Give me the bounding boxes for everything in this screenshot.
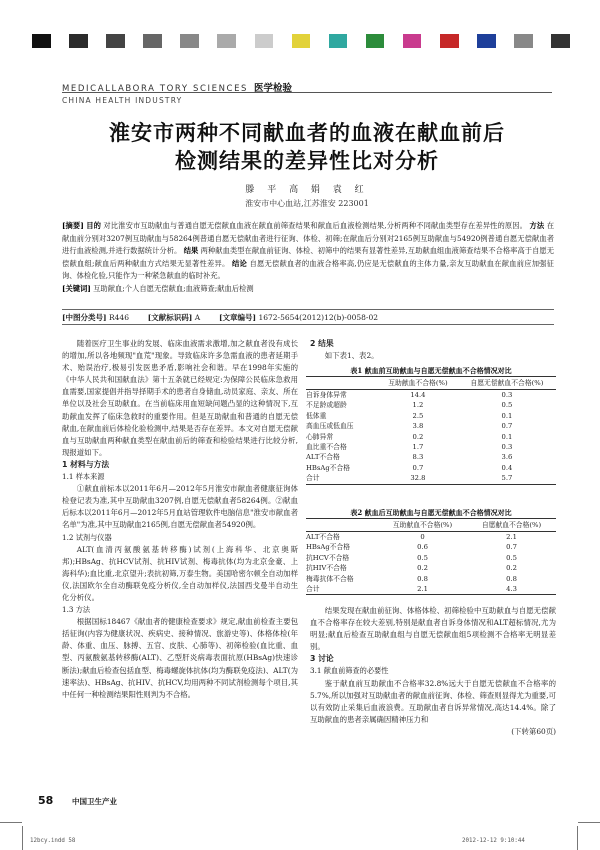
table-2-header-1: 互助献血不合格(%): [378, 519, 467, 532]
section-3-1-text: 鉴于献血前互助献血不合格率32.8%远大于自愿无偿献血不合格率的5.7%,所以加强对互助献血者的献血前征询、体检、筛查则显得尤为重要,可以有效防止采集后血液浪费。互助献血者自诉异常情况,高达14.4%。除了互助献血的患者亲属确因精神压力和: [310, 678, 556, 724]
section-3-heading: 3 讨论: [310, 654, 334, 664]
registration-swatch: [329, 34, 348, 48]
table-1-cell: 2.5: [412, 411, 424, 420]
table-2-grid: [306, 518, 556, 595]
table-2-cell: 梅毒抗体不合格: [306, 574, 354, 583]
table-1-cell: 32.8: [378, 473, 458, 484]
table-2-row: [306, 532, 556, 543]
section-1-heading: 1 材料与方法: [62, 459, 110, 469]
table-1-row: [306, 411, 556, 421]
table-1-cell: 低体重: [306, 411, 327, 420]
table-1-header-1: 互助献血不合格(%): [378, 377, 458, 390]
table-1-cell: ALT不合格: [306, 453, 340, 462]
table-1-cell: 5.7: [458, 473, 556, 484]
crop-mark: [578, 822, 600, 823]
objective-label: 目的: [86, 221, 101, 230]
registration-swatch: [51, 34, 70, 48]
registration-swatch: [440, 34, 459, 48]
keywords-label: [关键词]: [62, 283, 91, 293]
section-1-2-text: ALT(血清丙氨酸氨基转移酶)试剂(上海科华、北京奥斯邦);HBsAg、抗HCV试剂、抗HIV试剂、梅毒抗体(均为北京金豪、上海科华);血比重,北京望升;表抗初筛,万泰生物。美国哈密尔顿全自动加样仪,法国欧尔全自动酶联免疫分析仪,全自动加样仪,法国西戈曼半自动生化分析仪。: [62, 544, 298, 602]
registration-swatch: [236, 34, 255, 48]
table-2-row: [306, 584, 556, 595]
article-meta: [62, 312, 378, 323]
registration-swatch: [533, 34, 552, 48]
registration-swatch: [514, 34, 533, 48]
methods-text: 在献血前分别对3207例互助献血与58264例普通自愿无偿献血者进行征询、体检、初筛;在献血后分别对2165例互助献血与54920例普通自愿无偿献血者进行血液检测,并进行数据统计分析。: [62, 221, 554, 256]
table-1-row: [306, 390, 556, 401]
section-1-1-text: ①献血前标本以2011年6月—2012年5月淮安市献血者健康征询体检登记表为准,其中互助献血3207例,自愿无偿献血者58264例。②献血后标本以2011年6月—2012年5月血站管理软件电脑信息"淮安市献血者名单"为准,其中互助献血2165例,自愿无偿献血者54920例。: [62, 484, 298, 530]
table-2-cell: 0.5: [417, 553, 428, 562]
registration-swatch: [421, 34, 440, 48]
registration-swatch: [88, 34, 107, 48]
registration-swatch: [162, 34, 181, 48]
article-no-value: 1672-5654(2012)12(b)-0058-02: [258, 313, 378, 322]
table-2-cell: 0: [420, 533, 425, 541]
table-1-cell: 1.7: [412, 443, 424, 452]
table-2-cell: 0.8: [506, 574, 517, 583]
crop-mark: [22, 826, 23, 850]
table-2-cell: 0.2: [417, 564, 428, 573]
table-1-cell: 0.1: [501, 432, 513, 441]
table-1-row: [306, 400, 556, 410]
registration-swatch: [106, 34, 125, 48]
result-paragraph: 结果发现在献血前征询、体格体检、初筛检验中互助献血与自愿无偿献血不合格率存在较大差别,特别是献血者自诉身体情况和ALT超标情况,尤为明显;献血后检查互助献血组与自愿无偿献血组5项检测不合格率无明显差别。: [310, 606, 556, 652]
section-1-2-heading: 1.2 试剂与仪器: [62, 532, 112, 542]
table-2-cell: 2.1: [378, 584, 467, 595]
table-1-cell: 8.3: [412, 453, 424, 462]
table-2-cell: 0.2: [506, 564, 517, 573]
table-1-cell: 14.4: [410, 391, 426, 399]
objective-text: 对比淮安市互助献血与普通自愿无偿献血血液在献血前筛查结果和献血后血液检测结果,分析两种不同献血类型存在差异性的原因。: [103, 221, 528, 230]
affiliation: 淮安市中心血站,江苏淮安 223001: [245, 199, 369, 208]
table-2-header-2: 自愿献血不合格(%): [467, 519, 556, 532]
journal-name: 中国卫生产业: [72, 797, 117, 806]
table-2-row: [306, 574, 556, 584]
table-1: [306, 366, 556, 485]
table-2-row: [306, 542, 556, 552]
registration-swatch: [384, 34, 403, 48]
continued-note: (下转第60页): [511, 726, 556, 736]
registration-swatch: [403, 34, 422, 48]
table-1-cell: 0.3: [501, 391, 513, 399]
table-1-cell: 血比重不合格: [306, 443, 347, 452]
registration-swatch: [273, 34, 292, 48]
section-en: MEDICALLABORA TORY SCIENCES: [62, 84, 249, 94]
table-1-cell: 3.6: [501, 453, 513, 462]
table-2-cell: 0.5: [506, 553, 517, 562]
crop-mark: [577, 826, 578, 850]
journal-en: CHINA HEALTH INDUSTRY: [62, 96, 183, 105]
table-1-cell: 3.8: [412, 422, 424, 431]
table-1-cell: 0.3: [501, 443, 513, 452]
results-label: 结果: [183, 246, 199, 256]
table-2-cell: 0.8: [417, 574, 428, 583]
table-2-title: 表2 献血后互助献血与自愿无偿献血不合格情况对比: [350, 508, 512, 517]
meta-rule-top: [62, 309, 554, 310]
table-2-cell: 合计: [306, 584, 378, 595]
table-1-cell: 0.4: [501, 463, 513, 472]
conclusion-label: 结论: [231, 258, 247, 268]
registration-swatch: [217, 34, 236, 48]
table-2-cell: 4.3: [467, 584, 556, 595]
table-1-header-0: [306, 377, 378, 390]
table-2-cell: ALT不合格: [306, 533, 340, 541]
registration-swatch: [143, 34, 162, 48]
abstract-label: [摘要]: [62, 221, 84, 230]
section-2-text: 如下表1、表2。: [324, 351, 379, 361]
intro-paragraph: 随着医疗卫生事业的发展、临床血液需求激增,加之献血者没有成长的增加,所以各地频现"血荒"现象。导致临床许多急需血液的患者延期手术、贻误治疗,极易引发医患矛盾,影响社会和谐。早在1998年实施的《中华人民共和国献血法》第十五条就已经规定:为保障公民临床急救用血需要,国家提倡并指导择期手术的患者自身储血,动员家庭、亲友、所在单位以及社会互助献血。在当前临床用血短缺问题凸显的这种情况下,互助献血发挥了临床急救时的重要作用。但是互助献血和普通的自愿无偿献血,在献血前后体检化验检测中,结果是否存在差异。本文对自愿无偿献血与互助献血两种献血类型在献血前后的筛查和检验结果进行比较分析,现报道如下。: [62, 339, 298, 457]
abstract: [62, 220, 554, 296]
registration-swatch: [292, 34, 311, 48]
table-2-cell: HBsAg不合格: [306, 543, 351, 552]
registration-swatch: [366, 34, 385, 48]
table-1-cell: 0.5: [501, 401, 513, 410]
registration-swatch: [477, 34, 496, 48]
section-3-1-heading: 3.1 献血前筛查的必要性: [310, 666, 389, 676]
header-rule: [62, 92, 552, 93]
table-2-cell: 抗HIV不合格: [306, 564, 347, 573]
table-1-cell: 0.2: [412, 432, 424, 441]
registration-swatch: [310, 34, 329, 48]
table-1-row: [306, 432, 556, 442]
table-1-row: [306, 452, 556, 462]
clc-label: [中图分类号]: [62, 313, 107, 322]
table-2-row: [306, 563, 556, 573]
doc-code-label: [文献标识码]: [147, 313, 193, 322]
article-title-line2: 检测结果的差异性比对分析: [175, 148, 439, 173]
registration-swatch: [125, 34, 144, 48]
table-1-cell: HBsAg不合格: [306, 463, 351, 472]
table-2-cell: 0.6: [417, 543, 428, 552]
table-2-cell: 抗HCV不合格: [306, 553, 350, 562]
registration-swatch: [496, 34, 515, 48]
page-number: 58: [38, 794, 54, 807]
table-2-cell: 0.7: [506, 543, 517, 552]
table-1-cell: 合计: [306, 473, 378, 484]
table-1-row: [306, 463, 556, 473]
doc-code-value: A: [194, 313, 201, 322]
table-1-title: 表1 献血前互助献血与自愿无偿献血不合格情况对比: [350, 366, 512, 375]
methods-label: 方法: [529, 221, 545, 230]
registration-swatch: [199, 34, 218, 48]
left-column: [62, 338, 298, 701]
conclusion-text: 自愿无偿献血者的血液合格率高,仍应是无偿献血的主体力量,亲友互助献血在献血前应加强征询、体检化验,只能作为一种紧急献血的临时补充。: [62, 258, 554, 281]
table-1-cell: 0.7: [501, 422, 513, 431]
table-1-cell: 心肺异常: [306, 432, 334, 441]
table-1-cell: 0.1: [501, 411, 513, 420]
table-1-header-2: 自愿无偿献血不合格(%): [458, 377, 556, 390]
keywords: 互助献血;个人自愿无偿献血;血液筛查;献血后检测: [93, 283, 254, 293]
table-1-cell: 不足龄或超龄: [306, 401, 347, 410]
clc-value: R446: [109, 313, 129, 322]
article-no-label: [文章编号]: [218, 313, 257, 322]
section-1-3-text: 根据国标18467《献血者的健康检查要求》规定,献血前检查主要包括征询(内容为健康状况、疾病史、接种情况、旅游史等)、体格体检(年龄、体重、血压、脉搏、五官、皮肤、心肺等)、初筛检验(血比重、血型、丙氨酸氨基转移酶(ALT)、乙型肝炎病毒表面抗原(HBsAg)快速诊断法);献血后检查包括血型、梅毒螺旋体抗体(均为酶联免疫法)、ALT(为速率法)、HBsAg、抗HIV、抗HCV,均用两种不同试剂检测每个项目,其中任何一种检测结果阳性则判为不合格。: [62, 617, 298, 699]
registration-swatch: [32, 34, 51, 48]
meta-rule-bottom: [62, 324, 554, 325]
right-column-continued: [310, 605, 556, 738]
section-2-heading: 2 结果: [310, 339, 334, 348]
registration-swatch: [180, 34, 199, 48]
registration-bar: [32, 34, 570, 48]
registration-swatch: [69, 34, 88, 48]
results-text: 两种献血类型在献血前征询、体检、初筛中的结果有显著性差异,互助献血组血液筛查结果不合格率高于自愿无偿献血组;献血后两种献血方式结果无显著性差异。: [62, 246, 554, 268]
table-2-cell: 2.1: [506, 533, 517, 541]
table-1-grid: [306, 376, 556, 485]
table-1-cell: 高血压或低血压: [306, 422, 354, 431]
table-1-row: [306, 442, 556, 452]
article-title-line1: 淮安市两种不同献血者的血液在献血前后: [109, 120, 505, 145]
table-1-cell: 自诉身体异常: [306, 391, 347, 399]
table-1-cell: 0.7: [412, 463, 424, 472]
table-1-row: [306, 473, 556, 484]
registration-swatch: [459, 34, 478, 48]
authors: 滕 平 高 娟 袁 红: [245, 185, 369, 195]
table-2-row: [306, 553, 556, 563]
table-1-cell: 1.2: [412, 401, 424, 410]
registration-swatch: [255, 34, 274, 48]
registration-swatch: [551, 34, 570, 48]
crop-mark: [0, 822, 22, 823]
section-cn: 医学检验: [254, 83, 293, 94]
section-1-1-heading: 1.1 样本来源: [62, 472, 105, 482]
section-1-3-heading: 1.3 方法: [62, 605, 91, 615]
right-column: [310, 338, 556, 362]
file-slug: 12bcy.indd 58: [30, 838, 76, 844]
table-2-header-0: [306, 519, 378, 532]
print-timestamp: 2012-12-12 9:10:44: [462, 838, 525, 844]
registration-swatch: [347, 34, 366, 48]
table-2: [306, 508, 556, 595]
table-1-row: [306, 421, 556, 431]
